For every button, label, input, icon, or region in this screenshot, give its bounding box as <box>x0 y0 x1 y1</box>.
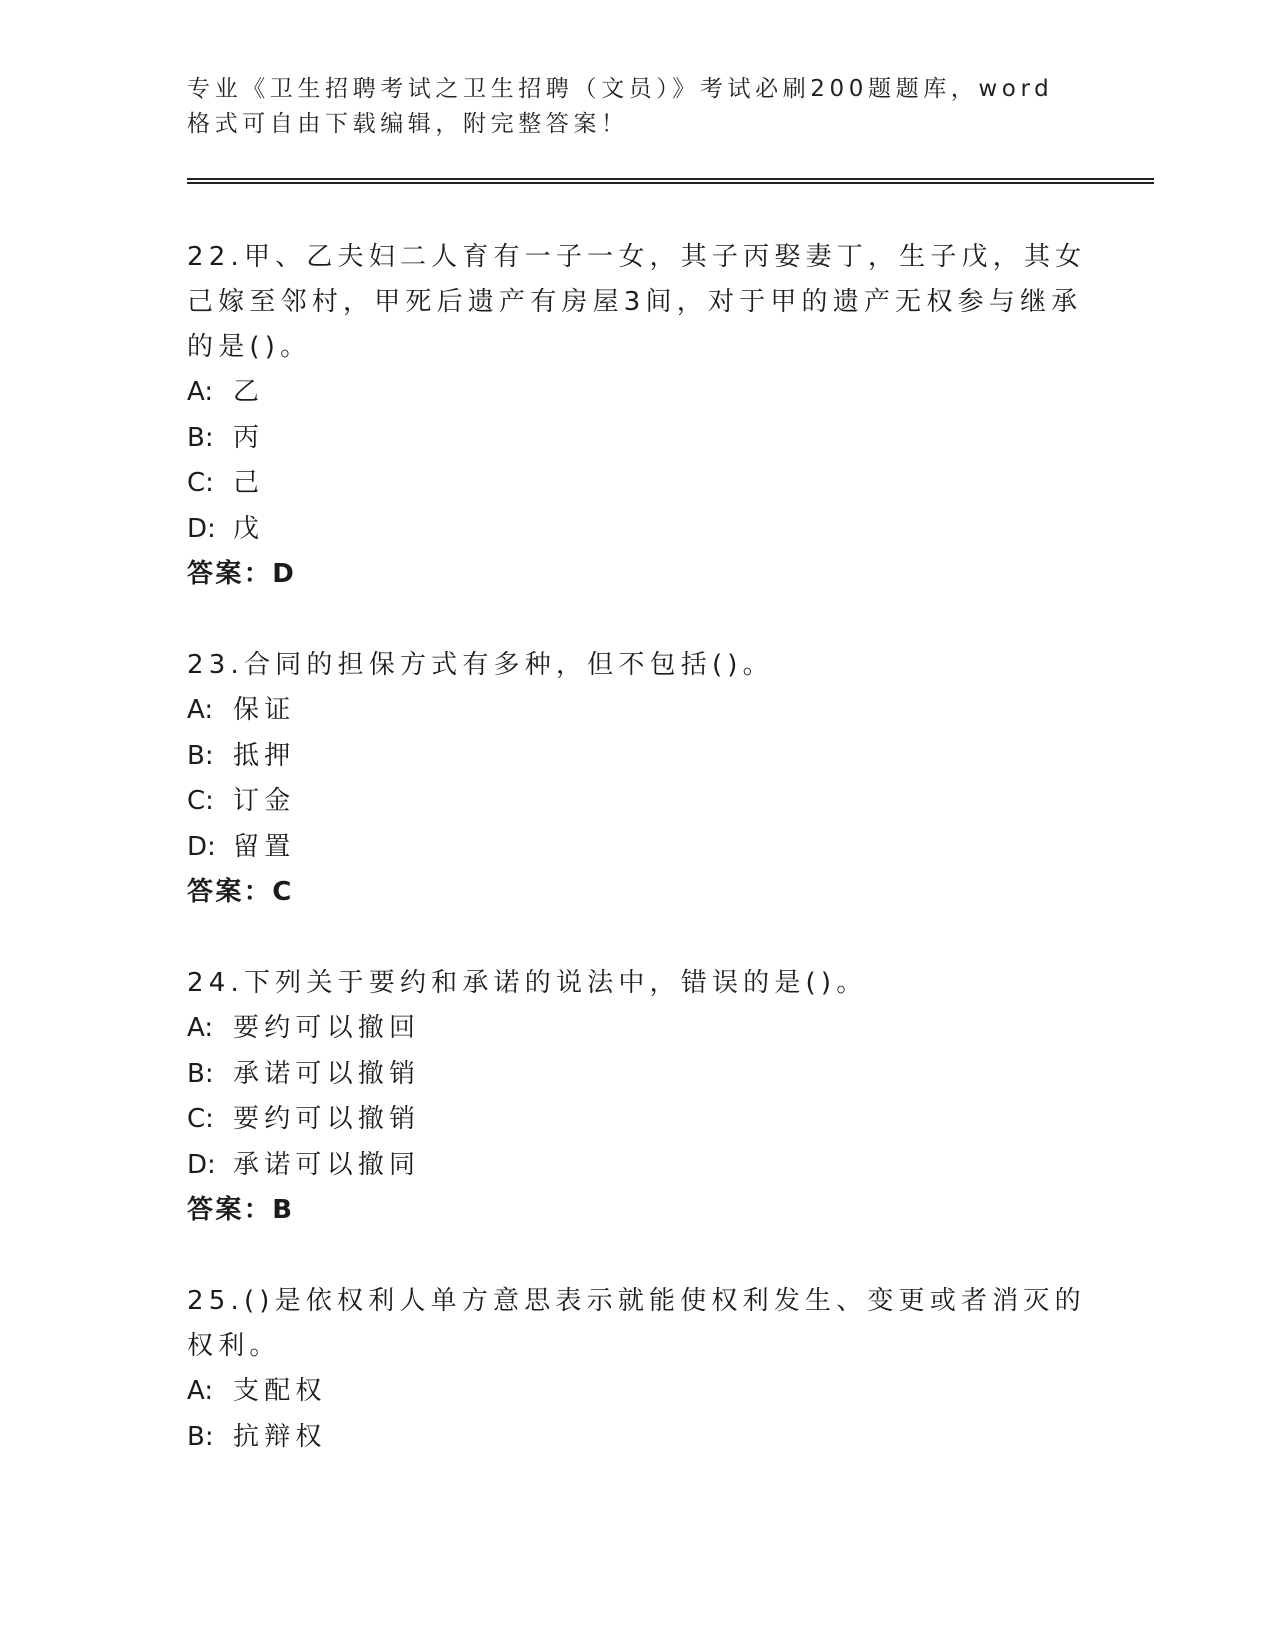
option-c <box>187 779 1087 825</box>
option-a <box>187 370 1087 416</box>
option-b <box>187 734 1087 780</box>
option-text: 要约可以撤销 <box>233 1104 421 1135</box>
option-key: B: <box>187 740 214 771</box>
option-b <box>187 1052 1087 1098</box>
answer-line: 答案：B <box>187 1195 295 1226</box>
option-key: A: <box>187 377 214 407</box>
question-25 <box>187 1279 1087 1460</box>
header-double-rule <box>187 178 1154 184</box>
document-header <box>187 72 1067 142</box>
option-text: 留置 <box>233 831 296 862</box>
question-stem: 24.下列关于要约和承诺的说法中，错误的是()。 <box>187 968 868 998</box>
option-key: C: <box>187 1104 214 1135</box>
option-a <box>187 688 1087 734</box>
question-22 <box>187 235 1087 598</box>
question-stem: 25.()是依权利人单方意思表示就能使权利发生、变更或者消灭的权利。 <box>187 1286 1086 1361</box>
option-key: A: <box>187 1013 214 1043</box>
option-key: B: <box>187 1058 214 1089</box>
question-stem: 22.甲、乙夫妇二人育有一子一女，其子丙娶妻丁，生子戊，其女己嫁至邻村，甲死后遗产有房屋3间，对于甲的遗产无权参与继承的是()。 <box>187 242 1087 362</box>
option-key: A: <box>187 1376 214 1406</box>
option-text: 保证 <box>233 695 296 725</box>
option-text: 抗辩权 <box>233 1421 327 1452</box>
option-c <box>187 1097 1087 1143</box>
question-23 <box>187 643 1087 916</box>
option-text: 抵押 <box>233 740 296 771</box>
option-text: 己 <box>233 468 265 499</box>
option-text: 支配权 <box>233 1376 327 1406</box>
option-d <box>187 1143 1087 1189</box>
option-text: 戊 <box>233 513 265 544</box>
question-stem: 23.合同的担保方式有多种，但不包括()。 <box>187 650 774 680</box>
option-key: C: <box>187 786 214 817</box>
option-key: D: <box>187 513 216 544</box>
option-text: 订金 <box>233 786 296 817</box>
option-key: A: <box>187 695 214 725</box>
option-text: 乙 <box>233 377 265 407</box>
option-a <box>187 1006 1087 1052</box>
header-text: 专业《卫生招聘考试之卫生招聘（文员）》考试必刷200题题库，word格式可自由下载编辑，附完整答案！ <box>187 76 1054 137</box>
answer-line: 答案：C <box>187 877 294 908</box>
option-d <box>187 825 1087 871</box>
option-text: 要约可以撤回 <box>233 1013 421 1043</box>
option-a <box>187 1369 1087 1415</box>
option-text: 丙 <box>233 422 265 453</box>
option-text: 承诺可以撤同 <box>233 1149 421 1180</box>
option-key: B: <box>187 1421 214 1452</box>
option-key: D: <box>187 831 216 862</box>
option-b <box>187 1415 1087 1461</box>
option-d <box>187 507 1087 553</box>
option-key: C: <box>187 468 214 499</box>
option-text: 承诺可以撤销 <box>233 1058 421 1089</box>
option-c <box>187 461 1087 507</box>
option-key: B: <box>187 422 214 453</box>
option-key: D: <box>187 1149 216 1180</box>
answer-line: 答案：D <box>187 559 297 590</box>
question-24 <box>187 961 1087 1234</box>
option-b <box>187 416 1087 462</box>
